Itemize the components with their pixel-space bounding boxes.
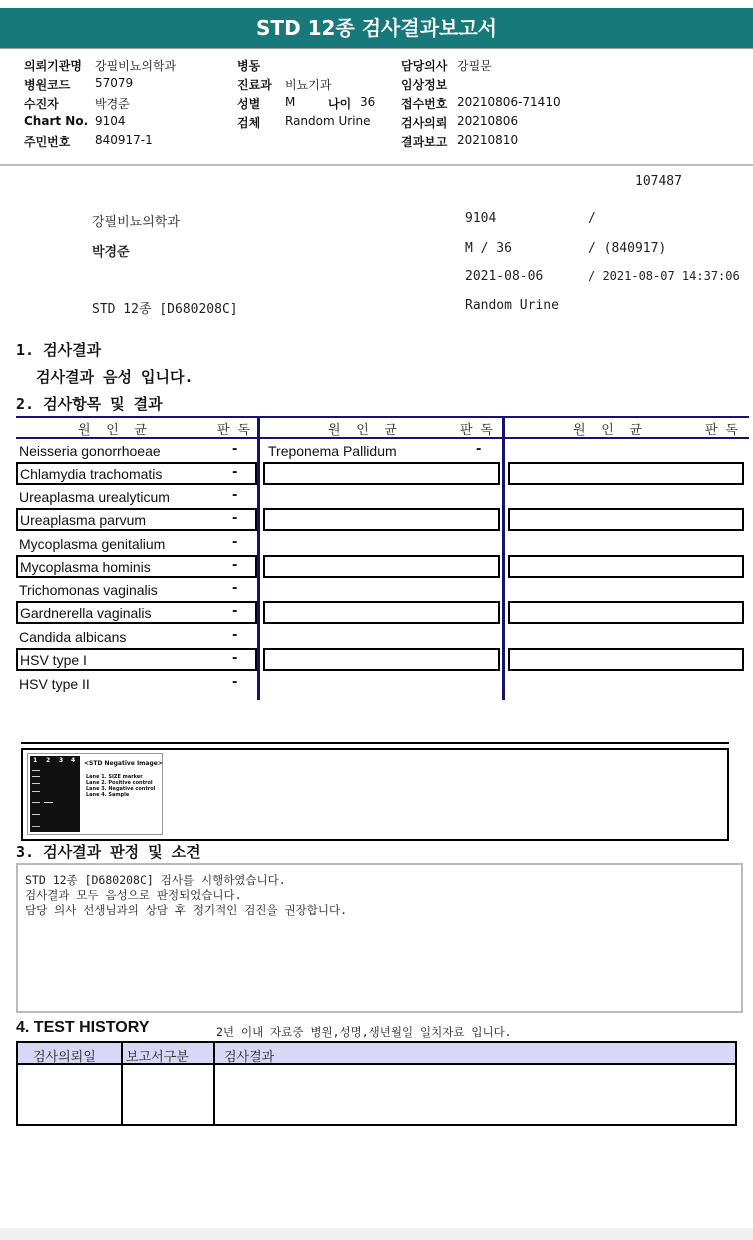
- marker-band: [32, 814, 40, 815]
- section2-title: 2. 검사항목 및 결과: [16, 395, 163, 413]
- history-note: 2년 이내 자료중 병원,성명,생년월일 일치자료 입니다.: [216, 1025, 512, 1039]
- history-col-divider: [121, 1043, 123, 1124]
- lane-label: 1: [33, 757, 38, 764]
- summary-patient: 박경준: [92, 245, 130, 260]
- organism-result: -: [232, 488, 238, 503]
- organism-name: Chlamydia trachomatis: [20, 466, 163, 482]
- empty-row: [508, 508, 744, 531]
- organism-name: HSV type II: [19, 676, 90, 692]
- header-row: [401, 114, 601, 133]
- table-col-divider: [257, 416, 260, 700]
- header-value: 840917-1: [95, 133, 153, 147]
- gel-lanes: [30, 756, 80, 832]
- header-label: Chart No.: [24, 114, 89, 128]
- gel-note: Lane 4. Sample: [86, 792, 130, 798]
- header-row: [401, 133, 601, 152]
- table-col-divider: [502, 416, 505, 700]
- header-label: 의뢰기관명: [24, 59, 82, 73]
- history-col-divider: [213, 1043, 215, 1124]
- table-row: [16, 579, 257, 602]
- header-label: 병원코드: [24, 78, 71, 92]
- column-header-result: 판 독: [705, 423, 738, 438]
- organism-name: HSV type I: [20, 652, 87, 668]
- organism-name: Gardnerella vaginalis: [20, 605, 152, 621]
- header-label: 검사의뢰: [401, 116, 448, 130]
- header-label: 담당의사: [401, 59, 448, 73]
- header-row: [401, 76, 601, 95]
- organism-name: Ureaplasma urealyticum: [19, 489, 170, 505]
- header-label: 검체: [237, 116, 261, 130]
- summary-request-date: 2021-08-06: [465, 269, 544, 284]
- header-col2: [237, 57, 387, 133]
- section1-result-text: 검사결과 음성 입니다.: [36, 368, 194, 386]
- page-bottom-band: [0, 1228, 753, 1240]
- organism-result: -: [232, 604, 238, 619]
- column-header-organism: 원 인 균: [328, 423, 397, 438]
- table-row: [16, 626, 257, 649]
- organism-name: Ureaplasma parvum: [20, 512, 147, 528]
- header-value: M: [285, 95, 296, 109]
- organism-name: Neisseria gonorrhoeae: [19, 443, 161, 459]
- empty-row: [508, 462, 744, 485]
- organism-name: Mycoplasma genitalium: [19, 536, 166, 552]
- marker-band: [32, 802, 40, 803]
- header-value: 20210806: [457, 114, 519, 128]
- header-value: Random Urine: [285, 114, 371, 128]
- header-label: 수진자: [24, 97, 59, 111]
- control-band: [44, 802, 53, 803]
- organism-result: -: [232, 465, 238, 480]
- comment-line: 검사결과 모두 음성으로 판정되었습니다.: [25, 888, 242, 902]
- empty-row: [263, 555, 500, 578]
- table-row: [16, 601, 257, 624]
- header-row: [237, 76, 387, 95]
- gel-image: [27, 753, 163, 835]
- age-label: 나이: [328, 97, 352, 111]
- gel-note: Lane 1. SIZE marker: [86, 774, 143, 780]
- organism-name: Mycoplasma hominis: [20, 559, 151, 575]
- header-value: 강필비뇨의학과: [95, 59, 177, 73]
- history-table: [16, 1041, 737, 1126]
- lane-label: 2: [46, 757, 51, 764]
- empty-row: [263, 601, 500, 624]
- table-row: [16, 648, 257, 671]
- organism-result: -: [232, 442, 238, 457]
- history-header-result: 검사결과: [224, 1050, 275, 1065]
- age-value: 36: [360, 95, 376, 109]
- table-row: [262, 440, 500, 463]
- header-value: 비뇨기과: [285, 78, 332, 92]
- organism-result: -: [476, 442, 482, 457]
- header-col3: [401, 57, 601, 152]
- table-row: [16, 555, 257, 578]
- header-label: 진료과: [237, 78, 272, 92]
- organism-name: Candida albicans: [19, 629, 127, 645]
- column-header-organism: 원 인 균: [78, 423, 147, 438]
- table-row: [16, 486, 257, 509]
- organism-name: Trichomonas vaginalis: [19, 582, 158, 598]
- summary-slash: /: [588, 211, 596, 226]
- history-header-report-type: 보고서구분: [126, 1050, 189, 1065]
- summary-sex-age: M / 36: [465, 241, 512, 256]
- header-row: [401, 95, 601, 114]
- header-row: [237, 57, 387, 76]
- header-label: 임상정보: [401, 78, 448, 92]
- organism-name: Treponema Pallidum: [268, 443, 397, 459]
- comment-line: 담당 의사 선생님과의 상담 후 정기적인 검진을 권장합니다.: [25, 903, 348, 917]
- header-label: 결과보고: [401, 135, 448, 149]
- history-header-request-date: 검사의뢰일: [33, 1050, 96, 1065]
- report-id-number: 107487: [635, 174, 682, 189]
- table-row: [16, 440, 257, 463]
- organism-result: -: [232, 511, 238, 526]
- header-label: 성별: [237, 97, 261, 111]
- empty-row: [508, 601, 744, 624]
- header-row: [237, 95, 387, 114]
- report-title: STD 12종 검사결과보고서: [0, 8, 753, 48]
- marker-band: [32, 826, 40, 827]
- gel-note: Lane 3. Negative control: [86, 786, 156, 792]
- summary-report-datetime: / 2021-08-07 14:37:06: [588, 269, 740, 283]
- empty-row: [508, 648, 744, 671]
- image-top-rule: [21, 742, 729, 744]
- gel-caption: <STD Negative Image>: [84, 760, 163, 767]
- header-value: 20210806-71410: [457, 95, 561, 109]
- column-header-result: 판 독: [217, 423, 250, 438]
- empty-row: [263, 508, 500, 531]
- summary-birth: / (840917): [588, 241, 667, 256]
- marker-band: [32, 783, 40, 784]
- table-row: [16, 508, 257, 531]
- marker-band: [32, 776, 40, 777]
- header-label: 접수번호: [401, 97, 448, 111]
- summary-clinic: 강필비뇨의학과: [92, 215, 180, 230]
- organism-result: -: [232, 628, 238, 643]
- header-label: 주민번호: [24, 135, 71, 149]
- table-row: [16, 533, 257, 556]
- section1-title: 1. 검사결과: [16, 341, 102, 359]
- empty-row: [508, 555, 744, 578]
- organism-result: -: [232, 535, 238, 550]
- header-value: 57079: [95, 76, 134, 90]
- header-row: [401, 57, 601, 76]
- table-row: [16, 462, 257, 485]
- empty-row: [263, 462, 500, 485]
- header-value: 20210810: [457, 133, 519, 147]
- section4-title: 4. TEST HISTORY: [16, 1019, 150, 1036]
- header-value: 박경준: [95, 97, 130, 111]
- comment-line: STD 12종 [D680208C] 검사를 시행하였습니다.: [25, 873, 286, 887]
- table-top-rule: [16, 416, 749, 418]
- column-header-result: 판 독: [460, 423, 493, 438]
- marker-band: [32, 770, 40, 771]
- header-row: [237, 114, 387, 133]
- gel-note: Lane 2. Positive control: [86, 780, 153, 786]
- title-divider: [0, 48, 753, 49]
- header-divider: [0, 164, 753, 166]
- summary-specimen: Random Urine: [465, 298, 559, 313]
- lane-label: 3: [59, 757, 64, 764]
- header-value: 강필문: [457, 59, 492, 73]
- header-value: 9104: [95, 114, 126, 128]
- comment-box: [16, 863, 743, 1013]
- organism-result: -: [232, 651, 238, 666]
- empty-row: [263, 648, 500, 671]
- table-row: [16, 673, 257, 696]
- summary-chart: 9104: [465, 211, 497, 226]
- column-header-organism: 원 인 균: [573, 423, 642, 438]
- summary-test-name: STD 12종 [D680208C]: [92, 302, 238, 317]
- marker-band: [32, 791, 40, 792]
- organism-result: -: [232, 675, 238, 690]
- organism-result: -: [232, 558, 238, 573]
- lane-label: 4: [71, 757, 76, 764]
- organism-result: -: [232, 581, 238, 596]
- header-label: 병동: [237, 59, 261, 73]
- section3-title: 3. 검사결과 판정 및 소견: [16, 843, 201, 861]
